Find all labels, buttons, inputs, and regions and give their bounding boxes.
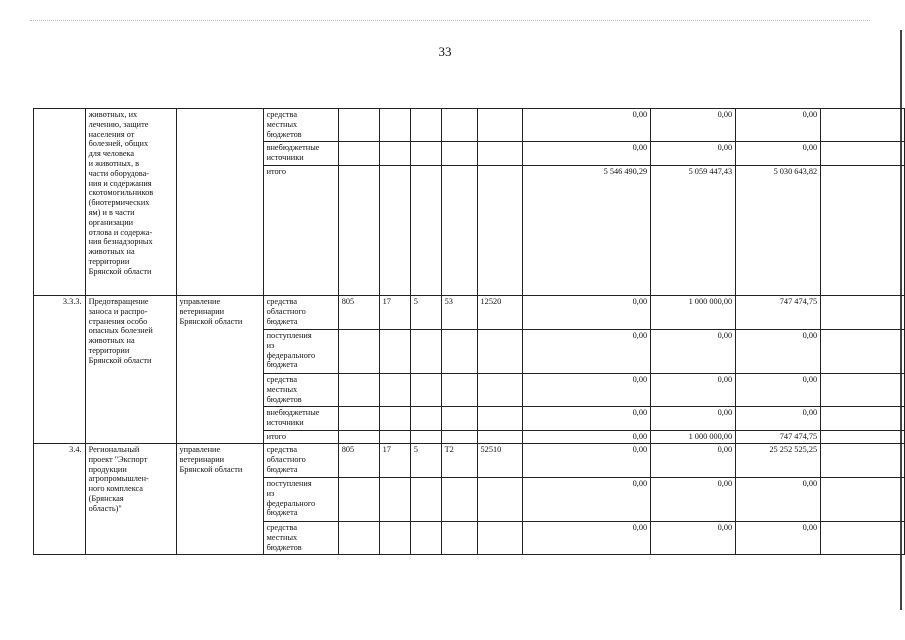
grbs-cell xyxy=(338,142,379,166)
amount-year1-cell: 0,00 xyxy=(522,109,651,142)
rz-cell xyxy=(379,330,410,374)
amount-year1-cell: 0,00 xyxy=(522,478,651,522)
grbs-cell: 805 xyxy=(338,296,379,330)
executor-cell xyxy=(176,109,263,296)
amount-year3-cell: 5 030 643,82 xyxy=(736,166,821,296)
amount-year1-cell: 0,00 xyxy=(522,374,651,407)
pr-cell xyxy=(410,109,441,142)
cs-cell xyxy=(441,478,477,522)
pr-cell xyxy=(410,142,441,166)
grbs-cell xyxy=(338,478,379,522)
amount-year3-cell: 0,00 xyxy=(736,478,821,522)
amount-year2-cell: 0,00 xyxy=(651,522,736,555)
note-cell xyxy=(821,330,905,374)
note-cell xyxy=(821,296,905,330)
amount-year3-cell: 25 252 525,25 xyxy=(736,444,821,478)
grbs-cell xyxy=(338,166,379,296)
rz-cell xyxy=(379,109,410,142)
item-name-cell: животных, их лечению, защите населения от болезней, общих для человека и животных, в части оборудова- ния и содержания скотомогильников (биотермических ям) и в части организации отлова и содержа- ния безнадзорных животных на территории Брянской области xyxy=(85,109,176,296)
amount-year2-cell: 0,00 xyxy=(651,407,736,431)
funding-source-cell: итого xyxy=(263,431,338,444)
funding-source-cell: средства областного бюджета xyxy=(263,444,338,478)
executor-cell: управление ветеринарии Брянской области xyxy=(176,444,263,555)
amount-year1-cell: 0,00 xyxy=(522,296,651,330)
amount-year1-cell: 0,00 xyxy=(522,407,651,431)
amount-year3-cell: 747 474,75 xyxy=(736,296,821,330)
item-number-cell xyxy=(34,109,86,296)
rz-cell xyxy=(379,374,410,407)
rz-cell: 17 xyxy=(379,296,410,330)
amount-year2-cell: 0,00 xyxy=(651,444,736,478)
funding-source-cell: итого xyxy=(263,166,338,296)
vr-cell: 12520 xyxy=(477,296,522,330)
rz-cell xyxy=(379,166,410,296)
grbs-cell: 805 xyxy=(338,444,379,478)
pr-cell xyxy=(410,166,441,296)
amount-year2-cell: 0,00 xyxy=(651,109,736,142)
note-cell xyxy=(821,166,905,296)
amount-year1-cell: 0,00 xyxy=(522,444,651,478)
grbs-cell xyxy=(338,374,379,407)
rz-cell xyxy=(379,522,410,555)
note-cell xyxy=(821,374,905,407)
amount-year3-cell: 0,00 xyxy=(736,407,821,431)
rz-cell xyxy=(379,142,410,166)
vr-cell xyxy=(477,142,522,166)
vr-cell: 52510 xyxy=(477,444,522,478)
funding-source-cell: поступления из федерального бюджета xyxy=(263,478,338,522)
amount-year2-cell: 0,00 xyxy=(651,478,736,522)
rz-cell xyxy=(379,478,410,522)
cs-cell: T2 xyxy=(441,444,477,478)
amount-year3-cell: 747 474,75 xyxy=(736,431,821,444)
amount-year1-cell: 0,00 xyxy=(522,522,651,555)
pr-cell xyxy=(410,330,441,374)
amount-year2-cell: 0,00 xyxy=(651,142,736,166)
note-cell xyxy=(821,522,905,555)
amount-year2-cell: 0,00 xyxy=(651,374,736,407)
amount-year2-cell: 5 059 447,43 xyxy=(651,166,736,296)
note-cell xyxy=(821,142,905,166)
cs-cell xyxy=(441,522,477,555)
budget-table xyxy=(33,108,905,555)
funding-source-cell: средства областного бюджета xyxy=(263,296,338,330)
amount-year1-cell: 0,00 xyxy=(522,142,651,166)
pr-cell: 5 xyxy=(410,296,441,330)
vr-cell xyxy=(477,109,522,142)
amount-year3-cell: 0,00 xyxy=(736,109,821,142)
funding-source-cell: внебюджетные источники xyxy=(263,407,338,431)
item-name-cell: Предотвращение заноса и распро- странения особо опасных болезней животных на территории Брянской области xyxy=(85,296,176,444)
funding-source-cell: средства местных бюджетов xyxy=(263,522,338,555)
amount-year3-cell: 0,00 xyxy=(736,374,821,407)
funding-source-cell: поступления из федерального бюджета xyxy=(263,330,338,374)
budget-table-body xyxy=(34,109,905,555)
grbs-cell xyxy=(338,109,379,142)
table-row xyxy=(34,109,905,142)
grbs-cell xyxy=(338,330,379,374)
table-row xyxy=(34,296,905,330)
cs-cell xyxy=(441,407,477,431)
grbs-cell xyxy=(338,431,379,444)
vr-cell xyxy=(477,330,522,374)
pr-cell xyxy=(410,407,441,431)
item-number-cell: 3.3.3. xyxy=(34,296,86,444)
executor-cell: управление ветеринарии Брянской области xyxy=(176,296,263,444)
note-cell xyxy=(821,478,905,522)
pr-cell xyxy=(410,522,441,555)
note-cell xyxy=(821,444,905,478)
cs-cell xyxy=(441,374,477,407)
cs-cell xyxy=(441,330,477,374)
rz-cell: 17 xyxy=(379,444,410,478)
note-cell xyxy=(821,431,905,444)
note-cell xyxy=(821,109,905,142)
amount-year1-cell: 0,00 xyxy=(522,431,651,444)
amount-year3-cell: 0,00 xyxy=(736,522,821,555)
amount-year2-cell: 1 000 000,00 xyxy=(651,296,736,330)
table-row xyxy=(34,444,905,478)
funding-source-cell: внебюджетные источники xyxy=(263,142,338,166)
pr-cell: 5 xyxy=(410,444,441,478)
cs-cell xyxy=(441,431,477,444)
vr-cell xyxy=(477,522,522,555)
pr-cell xyxy=(410,478,441,522)
note-cell xyxy=(821,407,905,431)
amount-year3-cell: 0,00 xyxy=(736,330,821,374)
amount-year1-cell: 5 546 490,29 xyxy=(522,166,651,296)
amount-year3-cell: 0,00 xyxy=(736,142,821,166)
vr-cell xyxy=(477,407,522,431)
scan-artifact-line xyxy=(30,20,870,21)
grbs-cell xyxy=(338,522,379,555)
amount-year2-cell: 1 000 000,00 xyxy=(651,431,736,444)
vr-cell xyxy=(477,374,522,407)
funding-source-cell: средства местных бюджетов xyxy=(263,109,338,142)
page-number: 33 xyxy=(438,44,452,59)
amount-year2-cell: 0,00 xyxy=(651,330,736,374)
amount-year1-cell: 0,00 xyxy=(522,330,651,374)
cs-cell xyxy=(441,142,477,166)
vr-cell xyxy=(477,166,522,296)
cs-cell xyxy=(441,166,477,296)
item-number-cell: 3.4. xyxy=(34,444,86,555)
rz-cell xyxy=(379,407,410,431)
cs-cell: 53 xyxy=(441,296,477,330)
funding-source-cell: средства местных бюджетов xyxy=(263,374,338,407)
vr-cell xyxy=(477,431,522,444)
rz-cell xyxy=(379,431,410,444)
pr-cell xyxy=(410,431,441,444)
pr-cell xyxy=(410,374,441,407)
item-name-cell: Региональный проект "Экспорт продукции агропромышлен- ного комплекса (Брянская область)" xyxy=(85,444,176,555)
vr-cell xyxy=(477,478,522,522)
grbs-cell xyxy=(338,407,379,431)
cs-cell xyxy=(441,109,477,142)
